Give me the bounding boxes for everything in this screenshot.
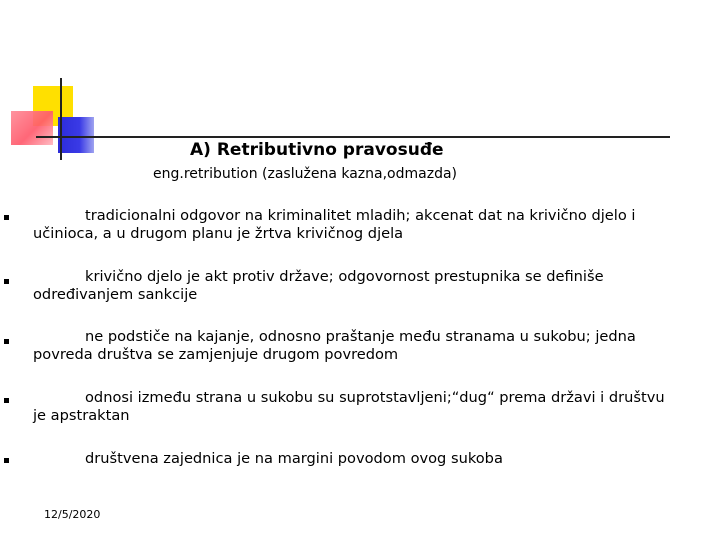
bullet-text: ne podstiče na kajanje, odnosno praštanje među stranama u sukobu; jedna povreda društva se zamjenjuje drugom povredom bbox=[33, 328, 636, 363]
bullet-square-icon bbox=[4, 458, 9, 463]
slide-subtitle: eng.retribution (zaslužena kazna,odmazda) bbox=[153, 166, 457, 182]
bullet-text: tradicionalni odgovor na kriminalitet mladih; akcenat dat na krivično djelo i učinioca, a u drugom planu je žrtva krivičnog djela bbox=[33, 207, 636, 242]
bullet-square-icon bbox=[4, 339, 9, 344]
slide-date: 12/5/2020 bbox=[44, 508, 101, 521]
bullet-square-icon bbox=[4, 215, 9, 220]
title-divider-line bbox=[36, 136, 670, 138]
decor-red-square bbox=[11, 111, 53, 145]
decor-vertical-line bbox=[60, 78, 62, 160]
bullet-square-icon bbox=[4, 279, 9, 284]
bullet-square-icon bbox=[4, 398, 9, 403]
slide-title: A) Retributivno pravosuđe bbox=[190, 140, 444, 160]
decor-blue-square bbox=[58, 117, 94, 153]
bullet-text: odnosi između strana u sukobu su suprotstavljeni;“dug“ prema državi i društvu je apstraktan bbox=[33, 389, 665, 424]
bullet-text: društvena zajednica je na margini povodom ovog sukoba bbox=[85, 450, 503, 467]
bullet-text: krivično djelo je akt protiv države; odgovornost prestupnika se definiše određivanjem sankcije bbox=[33, 268, 604, 303]
